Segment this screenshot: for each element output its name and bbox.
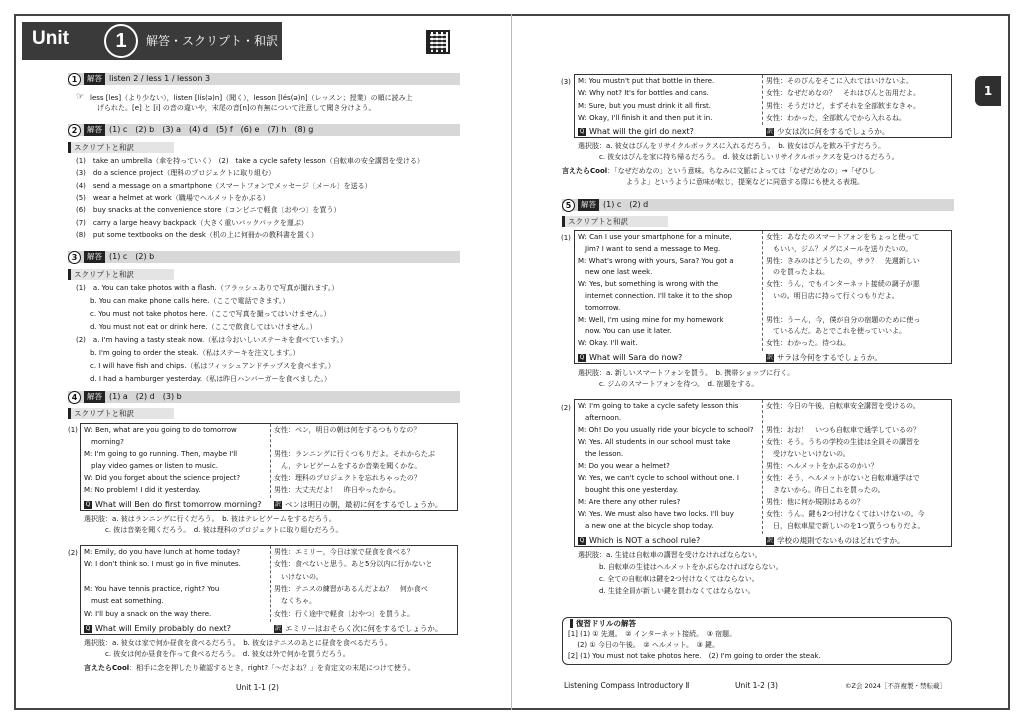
- dialogue-5-1-question-jp: 訳 サラは今何をするでしょうか。: [766, 353, 882, 362]
- section-4-script-label: スクリプトと和訳: [68, 408, 174, 419]
- translation-icon: 訳: [274, 625, 281, 632]
- dialogue-5-2-question-jp: 訳 学校の規則でないものはどれですか。: [766, 536, 905, 545]
- section-4-answer: (1) a (2) d (3) b: [109, 392, 182, 401]
- hint-hand-icon: ☞: [76, 92, 85, 102]
- dialogue-5-1-label: (1): [561, 234, 571, 242]
- dialogue-5-2-question: Q Which is NOT a school rule?: [579, 536, 701, 545]
- cool-note-right-2: ようよ」というように意味が転じ，提案などに同意する際にも使える表現。: [626, 178, 864, 186]
- english-line: W: Okay, I'll finish it and then put it in.: [578, 113, 713, 122]
- english-line: the lesson.: [578, 450, 624, 458]
- japanese-line: 女性：ベン，明日の朝は何をするつもりなの？: [274, 426, 421, 434]
- japanese-line: 男性：きみのはどうしたの，サラ？ 先週新しい: [766, 256, 920, 265]
- japanese-line: 女性：そう。うちの学校の生徒は全員その講習を: [766, 438, 920, 446]
- english-line: W: Can I use your smartphone for a minute,: [578, 233, 732, 241]
- translation-icon: 訳: [766, 537, 773, 544]
- dialogue-2-question-jp: 訳 エミリーはおそらく次に何をするでしょうか。: [274, 624, 443, 633]
- japanese-line: のを買ったよね。: [766, 268, 829, 277]
- footer-book-title: Listening Compass Introductory Ⅱ: [564, 681, 690, 690]
- japanese-line: 女性：食べないと思う。あと5分以内に行かないと: [274, 560, 433, 569]
- choice-line: b. You can make phone calls here.（ここで電話できます。）: [76, 297, 290, 305]
- dialogue-2-divider: [270, 546, 271, 622]
- japanese-line: なくちゃ。: [274, 597, 316, 606]
- translation-icon: 訳: [274, 501, 281, 508]
- english-line: must eat something.: [84, 597, 164, 606]
- japanese-line: 女性：あなたのスマートフォンをちょっと使って: [766, 233, 920, 241]
- dialogue-1-divider: [270, 424, 271, 498]
- cool-note-right: 言えたらCool：「なぜだめなの」という意味。ちなみに文脈によっては「なぜだめなの」→「ぜひし: [562, 167, 876, 175]
- section-3-number: 3: [68, 251, 81, 264]
- english-line: W: Did you forget about the science project?: [84, 474, 241, 482]
- review-title: 復習ドリルの解答: [570, 619, 639, 628]
- footer-page-right: Unit 1-2 (3): [735, 681, 778, 690]
- footer-copyright: ©Z会 2024［不許複製・禁転載］: [845, 682, 947, 690]
- japanese-line: 男性：エミリー，今日は家で昼食を食べる？: [274, 548, 414, 556]
- japanese-line: 女性：今日の午後，自転車安全講習を受けるの。: [766, 402, 920, 410]
- dialogue-5-1-divider: [762, 231, 763, 351]
- japanese-line: 男性：テニスの練習があるんだよね？ 何か食べ: [274, 584, 428, 593]
- dialogue-3-question: Q What will the girl do next?: [579, 127, 694, 136]
- dialogue-2-choices-1: 選択肢：a. 彼女は家で何か昼食を食べるだろう。 b. 彼女はテニスのあとに昼食を食べるだろう。: [84, 639, 392, 647]
- dialogue-3-question-jp: 訳 少女は次に何をするでしょうか。: [766, 127, 890, 136]
- english-line: tomorrow.: [578, 303, 621, 312]
- section-4-number: 4: [68, 391, 81, 404]
- dialogue-5-1-question: Q What will Sara do now?: [579, 353, 683, 362]
- english-line: W: I don't think so. I must go in five minutes.: [84, 560, 241, 569]
- vocab-line: (7) carry a large heavy backpack（大きく重いバックパックを運ぶ）: [76, 218, 308, 227]
- japanese-line: 女性：うん。鍵も2つ付けなくてはいけないの。今: [766, 510, 925, 518]
- section-5-answer-bar: [562, 199, 954, 211]
- dialogue-1-question: Q What will Ben do first tomorrow morning?: [85, 500, 262, 509]
- english-line: bought this one yesterday.: [578, 486, 679, 494]
- cool-label: 言えたらCool: [562, 167, 608, 175]
- review-line-1: [1] (1) ① 先週。 ② インターネット接続。 ③ 宿題。: [568, 630, 737, 638]
- choice-line: b. 自転車の生徒はヘルメットをかぶらなければならない。: [578, 563, 783, 571]
- english-line: W: I'll buy a snack on the way there.: [84, 609, 212, 618]
- dialogue-5-2-divider: [762, 400, 763, 534]
- english-line: M: No problem! I did it yesterday.: [84, 486, 201, 494]
- english-line: W: Yes. All students in our school must take: [578, 438, 731, 446]
- english-line: a new one at the bicycle shop today.: [578, 522, 714, 530]
- dialogue-5-1-choices-2: c. ジムのスマートフォンを待つ。 d. 宿題をする。: [578, 380, 759, 388]
- section-1-answer-bar: [68, 73, 460, 85]
- english-line: internet connection. I'll take it to the shop: [578, 292, 733, 300]
- cool-label: 言えたらCool: [84, 664, 130, 672]
- japanese-line: 女性：行く途中で軽食〔おやつ〕を買うよ。: [274, 609, 414, 618]
- unit-subtitle: 解答・スクリプト・和訳: [146, 34, 279, 48]
- japanese-line: 男性：他に何か規則はあるの？: [766, 498, 864, 506]
- choice-line: d. You must not eat or drink here.（ここで飲食してはいけません。）: [76, 323, 317, 331]
- english-line: morning?: [84, 438, 124, 446]
- question-icon: Q: [85, 624, 91, 632]
- section-1-note-1: less [les]（より少ない），listen [lís(ə)n]（聞く），lesson [lés(ə)n]（レッスン；授業）の順に読み上: [90, 94, 413, 102]
- section-1-number: 1: [68, 73, 81, 86]
- vocab-line: (1) take an umbrella（傘を持っていく） (2) take a cycle safety lesson（自転車の安全講習を受ける）: [76, 157, 424, 165]
- choice-line: d. I had a hamburger yesterday.（私は昨日ハンバーガーを食べました。）: [76, 375, 331, 383]
- english-line: W: Yes, we can't cycle to school without one. I: [578, 474, 739, 482]
- english-line: M: What's wrong with yours, Sara? You got a: [578, 256, 734, 265]
- section-2-script-label: スクリプトと和訳: [68, 142, 174, 153]
- japanese-line: 男性：うーん，今，僕が自分の宿題のために使っ: [766, 315, 921, 324]
- review-line-3: [2] (1) You must not take photos here. (2) I'm going to order the steak.: [568, 652, 821, 660]
- answer-label: 解答: [84, 251, 105, 263]
- question-icon: Q: [85, 500, 91, 508]
- english-line: M: Do you wear a helmet?: [578, 462, 670, 470]
- english-line: W: Yes, but something is wrong with the: [578, 280, 719, 289]
- japanese-line: 女性：うん，でもインターネット接続の調子が悪: [766, 280, 920, 289]
- answer-label: 解答: [84, 73, 105, 85]
- japanese-line: 女性：なぜだめなの？ それはびんと缶用だよ。: [766, 89, 920, 98]
- english-line: W: Yes. We must also have two locks. I'll buy: [578, 510, 734, 518]
- english-line: M: Sure, but you must drink it all first.: [578, 101, 711, 110]
- dialogue-1-choices-1: 選択肢：a. 彼はランニングに行くだろう。 b. 彼はテレビゲームをするだろう。: [84, 515, 336, 523]
- english-line: M: You mustn't put that bottle in there.: [578, 77, 715, 85]
- japanese-line: もいい，ジム？メグにメールを送りたいの。: [766, 244, 913, 253]
- english-line: M: Well, I'm using mine for my homework: [578, 315, 724, 324]
- unit-number-badge: 1: [104, 24, 138, 58]
- choice-line: c. I will have fish and chips.（私はフィッシュアンドチップスを食べます。）: [76, 362, 335, 370]
- english-line: M: Oh! Do you usually ride your bicycle to school?: [578, 426, 754, 434]
- english-line: W: Okay. I'll wait.: [578, 339, 638, 348]
- english-line: M: I'm going to go running. Then, maybe I'll: [84, 450, 238, 458]
- qr-code-pattern: [430, 34, 446, 50]
- section-1-answer: listen 2 / less 1 / lesson 3: [109, 74, 211, 83]
- english-line: M: You have tennis practice, right? You: [84, 584, 220, 593]
- choice-line: (2) a. I'm having a tasty steak now.（私は今おいしいステーキを食べています。）: [76, 336, 348, 344]
- japanese-line: 女性：理科のプロジェクトを忘れちゃったの？: [274, 474, 421, 482]
- english-line: afternoon.: [578, 414, 622, 422]
- japanese-line: きないから。昨日これを買ったの。: [766, 486, 885, 494]
- dialogue-5-2-label: (2): [561, 404, 571, 412]
- vocab-line: (8) put some textbooks on the desk（机の上に何冊かの教科書を置く）: [76, 230, 318, 239]
- section-2-answer: (1) c (2) b (3) a (4) d (5) f (6) e (7) h (8) g: [109, 125, 314, 134]
- english-line: Jim? I want to send a message to Meg.: [578, 244, 721, 253]
- section-5-number: 5: [562, 199, 575, 212]
- chapter-tab: 1: [975, 76, 1001, 106]
- vocab-line: (3) do a science project（理科のプロジェクトに取り組む）: [76, 169, 276, 178]
- japanese-line: 男性：大丈夫だよ！ 昨日やったから。: [274, 486, 400, 494]
- question-icon: Q: [579, 353, 585, 361]
- dialogue-1-question-jp: 訳 ベンは明日の朝，最初に何をするでしょうか。: [274, 500, 443, 509]
- dialogue-3-choices-2: c. 彼女はびんを家に持ち帰るだろう。 d. 彼女は新しいリサイクルボックスを見つけるだろう。: [578, 153, 899, 161]
- page-divider: [511, 14, 512, 710]
- english-line: M: Are there any other rules?: [578, 498, 681, 506]
- dialogue-2-choices-2: c. 彼女は何か昼食を作って食べるだろう。 d. 彼女は外で何かを買うだろう。: [84, 650, 350, 658]
- dialogue-3-choices-1: 選択肢：a. 彼女はびんをリサイクルボックスに入れるだろう。 b. 彼女はびんを飲み干すだろう。: [578, 142, 886, 150]
- choice-line: c. 全ての自転車は鍵を2つ付けなくてはならない。: [578, 575, 759, 583]
- question-icon: Q: [579, 127, 585, 135]
- choice-line: c. You must not take photos here.（ここで写真を撮ってはいけません。）: [76, 310, 331, 318]
- english-line: W: Ben, what are you going to do tomorrow: [84, 426, 237, 434]
- dialogue-1-label: (1): [68, 426, 78, 434]
- cool-note: 言えたらCool：相手に念を押したり確認するとき，right?「～だよね？」を肯定文の末尾につけて使う。: [84, 664, 415, 672]
- english-line: M: Emily, do you have lunch at home today?: [84, 548, 241, 556]
- footer-page-left: Unit 1-1 (2): [236, 683, 279, 692]
- japanese-line: 男性：ランニングに行くつもりだよ。それからたぶ: [274, 450, 435, 458]
- dialogue-2-question: Q What will Emily probably do next?: [85, 624, 232, 633]
- section-4-answer-bar: [68, 391, 460, 403]
- japanese-line: ているんだ。あとでこれを使っていいよ。: [766, 327, 906, 336]
- section-2-answer-bar: [68, 124, 460, 136]
- japanese-line: 受けないといけないの。: [766, 450, 850, 458]
- answer-label: 解答: [84, 124, 105, 136]
- vocab-line: (4) send a message on a smartphone（スマートフォンでメッセージ〔メール〕を送る）: [76, 181, 372, 190]
- choice-line: d. 生徒全員が新しい鍵を買わなくてはならない。: [578, 587, 755, 595]
- vocab-line: (6) buy snacks at the convenience store（コンビニで軽食〔おやつ〕を買う）: [76, 206, 341, 215]
- section-3-script-label: スクリプトと和訳: [68, 269, 174, 280]
- choice-line: b. I'm going to order the steak.（私はステーキを注文します。）: [76, 349, 300, 357]
- section-2-number: 2: [68, 124, 81, 137]
- vocab-line: (5) wear a helmet at work（職場でヘルメットをかぶる）: [76, 193, 270, 202]
- english-line: W: I'm going to take a cycle safety lesson this: [578, 402, 739, 410]
- section-5-answer: (1) c (2) d: [603, 200, 649, 209]
- dialogue-3-divider: [762, 75, 763, 125]
- japanese-line: 女性：そう，ヘルメットがないと自転車通学はで: [766, 474, 920, 482]
- dialogue-3-label: (3): [561, 78, 571, 86]
- japanese-line: 男性：そのびんをそこに入れてはいけないよ。: [766, 77, 913, 85]
- section-3-answer-bar: [68, 251, 460, 263]
- english-line: new one last week.: [578, 268, 653, 277]
- unit-word: Unit: [32, 28, 69, 49]
- english-line: W: Why not? It's for bottles and cans.: [578, 89, 709, 98]
- japanese-line: 男性：ヘルメットをかぶるのかい？: [766, 462, 878, 470]
- choice-line: (1) a. You can take photos with a flash.（フラッシュありで写真が撮れます。）: [76, 284, 339, 292]
- japanese-line: いけないの。: [274, 572, 323, 581]
- english-line: now. You can use it later.: [578, 327, 672, 336]
- answer-label: 解答: [84, 391, 105, 403]
- question-icon: Q: [579, 536, 585, 544]
- review-line-2: (2) ① 今日の午後。 ② ヘルメット。 ③ 鍵。: [568, 641, 720, 649]
- english-line: play video games or listen to music.: [84, 462, 218, 470]
- japanese-line: 女性：わかった。待つね。: [766, 339, 850, 348]
- japanese-line: 男性：そうだけど，まずそれを全部飲まなきゃ。: [766, 101, 920, 110]
- japanese-line: 女性：わかった，全部飲んでから入れるね。: [766, 113, 906, 122]
- section-3-answer: (1) c (2) b: [109, 252, 155, 261]
- choice-line: 選択肢：a. 生徒は自転車の講習を受けなければならない。: [578, 551, 762, 559]
- dialogue-5-1-choices-1: 選択肢：a. 新しいスマートフォンを買う。 b. 携帯ショップに行く。: [578, 369, 795, 377]
- section-1-note-2: げられた。[e] と [i] の音の違いや，末尾の音[n]の有無について注意して聞き分けよう。: [97, 104, 376, 112]
- section-5-script-label: スクリプトと和訳: [562, 216, 668, 227]
- answer-label: 解答: [578, 199, 599, 211]
- dialogue-1-choices-2: c. 彼は音楽を聞くだろう。 d. 彼は理科のプロジェクトに取り組むだろう。: [84, 526, 343, 534]
- japanese-line: 男性：おお！ いつも自転車で通学しているの？: [766, 426, 920, 434]
- japanese-line: いの。明日店に持って行くつもりだよ。: [766, 292, 899, 300]
- translation-icon: 訳: [766, 354, 773, 361]
- japanese-line: 日，自転車屋で新しいのを1つ買うつもりだよ。: [766, 522, 925, 530]
- japanese-line: ん，テレビゲームをするか音楽を聞くかな。: [274, 462, 422, 470]
- translation-icon: 訳: [766, 128, 773, 135]
- dialogue-2-label: (2): [68, 549, 78, 557]
